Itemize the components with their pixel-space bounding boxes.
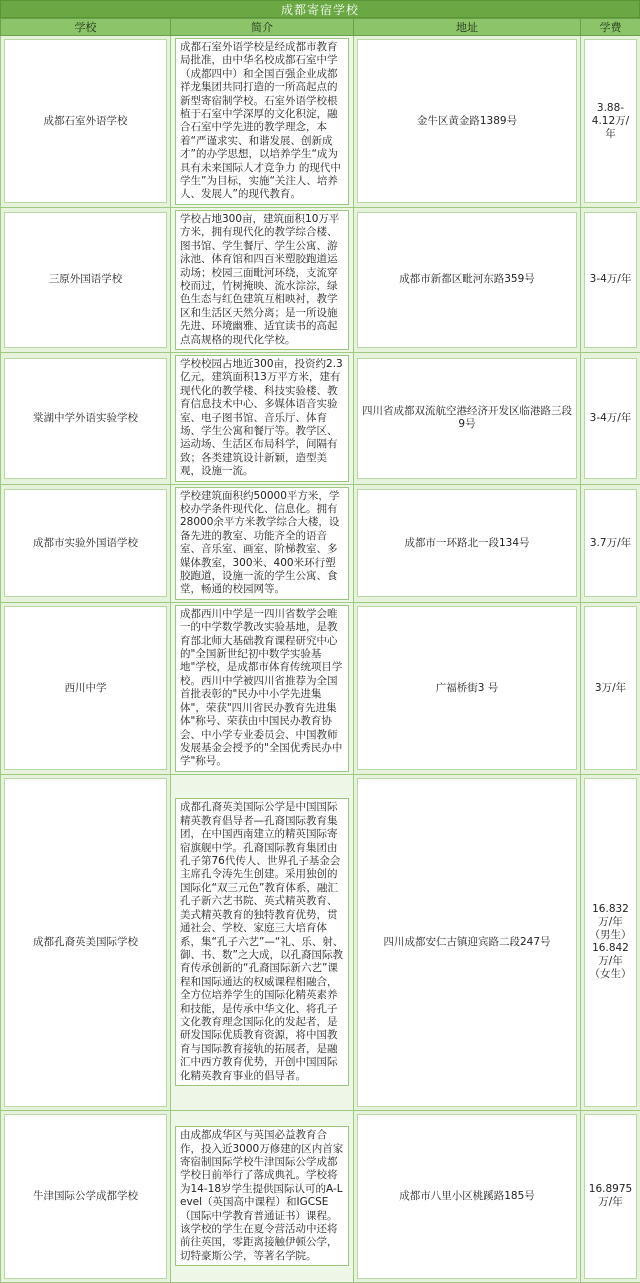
- school-address: 成都市新都区毗河东路359号: [399, 273, 535, 286]
- school-desc: 学校占地300亩，建筑面积10万平方米，拥有现代化的教学综合楼、图书馆、学生餐厅、学生公寓、游泳池、体育馆和四百米塑胶跑道运动场；校园三面毗河环绕，支流穿校而过，竹树掩映、流水淙淙，绿色生态与红色建筑互相映衬，教学区和生活区天然分离；是一所设施先进、环境幽雅、适宜读书的高起点高规格的现代化学校。: [175, 210, 349, 350]
- school-fee-cell: [581, 207, 640, 352]
- school-desc-cell: [171, 1110, 354, 1282]
- school-name-cell: [1, 602, 171, 774]
- school-desc-cell: [171, 774, 354, 1110]
- school-address: 四川省成都双流航空港经济开发区临港路三段9号: [362, 405, 572, 431]
- school-name: 三原外国语学校: [49, 273, 123, 286]
- header-address: 地址: [354, 19, 581, 36]
- school-name-cell: [1, 352, 171, 484]
- table-row: [1, 1110, 640, 1282]
- header-intro: 简介: [171, 19, 354, 36]
- table-row: [1, 207, 640, 352]
- school-address: 成都市八里小区桃蹊路185号: [399, 1190, 535, 1203]
- school-fee: 3.7万/年: [590, 537, 631, 550]
- school-address-cell: [354, 207, 581, 352]
- school-address: 广福桥街3 号: [436, 682, 499, 695]
- table-title: 成都寄宿学校: [0, 0, 640, 18]
- school-table: [0, 18, 640, 1283]
- school-desc-cell: [171, 207, 354, 352]
- school-name-cell: [1, 36, 171, 208]
- school-fee-cell: [581, 1110, 640, 1282]
- table-row: [1, 774, 640, 1110]
- school-fee-cell: [581, 352, 640, 484]
- school-address-cell: [354, 602, 581, 774]
- header-row: [1, 19, 640, 36]
- school-fee: 3.88-4.12万/年: [587, 102, 634, 141]
- table-row: [1, 602, 640, 774]
- school-address-cell: [354, 484, 581, 602]
- school-fee-cell: [581, 774, 640, 1110]
- school-name: 牛津国际公学成都学校: [33, 1190, 138, 1203]
- school-name-cell: [1, 484, 171, 602]
- school-fee: 3-4万/年: [590, 412, 632, 425]
- school-name: 棠湖中学外语实验学校: [33, 412, 138, 425]
- school-desc-cell: [171, 352, 354, 484]
- header-fee: 学费: [581, 19, 640, 36]
- school-fee-girls-note: （女生）: [590, 968, 632, 981]
- school-fee-cell: [581, 36, 640, 208]
- table-row: [1, 352, 640, 484]
- header-school: 学校: [1, 19, 171, 36]
- school-fee-boys-note: （男生）: [590, 929, 632, 942]
- school-fee-cell: [581, 484, 640, 602]
- school-name-cell: [1, 1110, 171, 1282]
- school-desc-cell: [171, 602, 354, 774]
- school-address-cell: [354, 352, 581, 484]
- school-address-cell: [354, 1110, 581, 1282]
- school-address: 成都市一环路北一段134号: [404, 537, 529, 550]
- school-desc: 学校校园占地近300亩，投资约2.3亿元，建筑面积13万平方米，建有现代化的教学楼、科技实验楼、教育信息技术中心、多媒体语音实验室、电子图书馆、音乐厅、体育场、学生公寓和餐厅等。教学区、运动场、生活区布局科学，间隔有致；各类建筑设计新颖，造型美观，设施一流。: [175, 355, 349, 482]
- school-fee-boys: 16.832万/年: [587, 903, 634, 929]
- school-fee-girls: 16.842万/年: [587, 942, 634, 968]
- school-address-cell: [354, 36, 581, 208]
- school-desc: 成都孔裔英美国际公学是中国国际精英教育倡导者—孔裔国际教育集团，在中国西南建立的精英国际寄宿旗舰中学。孔裔国际教育集团由孔子第76代传人、世界孔子基金会主席孔令涛先生创建。采用独创的国际化“双三元色”教育体系，融汇孔子新六艺书院、英式精英教育、美式精英教育的独特教育优势，贯通社会、学校、家庭三大培育体系，集“孔子六艺”—“礼、乐、射、御、书、数”之大成，以孔裔国际教育传承创新的“孔裔国际新六艺”课程和国际通达的权威课程相融合，全方位培养学生的国际化精英素养和技能，是传承中华文化、将孔子文化教育理念国际化的发起者，是研发国际优质教育资源，将中国教育与国际教育接轨的拓展者，是融汇中西方教育优势，开创中国国际化精英教育事业的倡导者。: [175, 798, 349, 1086]
- school-address: 四川成都安仁古镇迎宾路二段247号: [383, 936, 550, 949]
- school-fee: 3-4万/年: [590, 273, 632, 286]
- school-name: 成都孔裔英美国际学校: [33, 936, 138, 949]
- school-name: 西川中学: [65, 682, 107, 695]
- school-fee: 3万/年: [595, 682, 626, 695]
- school-desc: 学校建筑面积约50000平方米，学校办学条件现代化、信息化。拥有28000余平方米教学综合大楼，设备先进的教室、功能齐全的语音室、音乐室、画室、阶梯教室、多媒体教室，300米、400米环行塑胶跑道，设施一流的学生公寓、食堂，畅通的校园网等。: [175, 487, 349, 600]
- school-address: 金牛区黄金路1389号: [417, 115, 517, 128]
- school-address-cell: [354, 774, 581, 1110]
- school-desc: 由成都成华区与英国必益教育合作，投入近3000万修建的区内首家寄宿制国际学校牛津国际公学成都学校日前举行了落成典礼。学校将为14-18岁学生提供国际认可的A-Level（英国高中课程）和IGCSE（国际中学教育普通证书）课程。该学校的学生在夏令营活动中还将前往英国，零距离接触伊顿公学，切特豪斯公学，等著名学院。: [175, 1126, 349, 1266]
- school-desc: 成都西川中学是一四川省数学会唯一的中学数学教改实验基地，是教育部北师大基础教育课程研究中心的"全国新世纪初中数学实验基地"学校，是成都市体育传统项目学校。西川中学被四川省推荐为全国首批表彰的"民办中小学先进集体"，荣获"四川省民办教育先进集体"称号、荣获由中国民办教育协会、中小学专业委员会、中国教师发展基金会授予的"全国优秀民办中学"称号。: [175, 605, 349, 772]
- school-name-cell: [1, 207, 171, 352]
- school-desc-cell: [171, 484, 354, 602]
- school-name: 成都市实验外国语学校: [33, 537, 138, 550]
- school-desc: 成都石室外语学校是经成都市教育局批准，由中华名校成都石室中学（成都四中）和全国百强企业成都祥龙集团共同打造的一所高起点的新型寄宿制学校。石室外语学校根植于石室中学深厚的文化积淀，融合石室中学先进的教学理念，本着“严谨求实、和谐发展、创新成才”的办学思想，以培养学生“成为具有未来国际人才竞争力 的现代中学生”为目标，实施“关注人、培养人、发展人”的现代教育。: [175, 38, 349, 205]
- school-desc-cell: [171, 36, 354, 208]
- table-row: [1, 36, 640, 208]
- school-fee-cell: [581, 602, 640, 774]
- school-fee: 16.8975万/年: [587, 1183, 634, 1209]
- school-name-cell: [1, 774, 171, 1110]
- table-row: [1, 484, 640, 602]
- school-name: 成都石室外语学校: [44, 115, 128, 128]
